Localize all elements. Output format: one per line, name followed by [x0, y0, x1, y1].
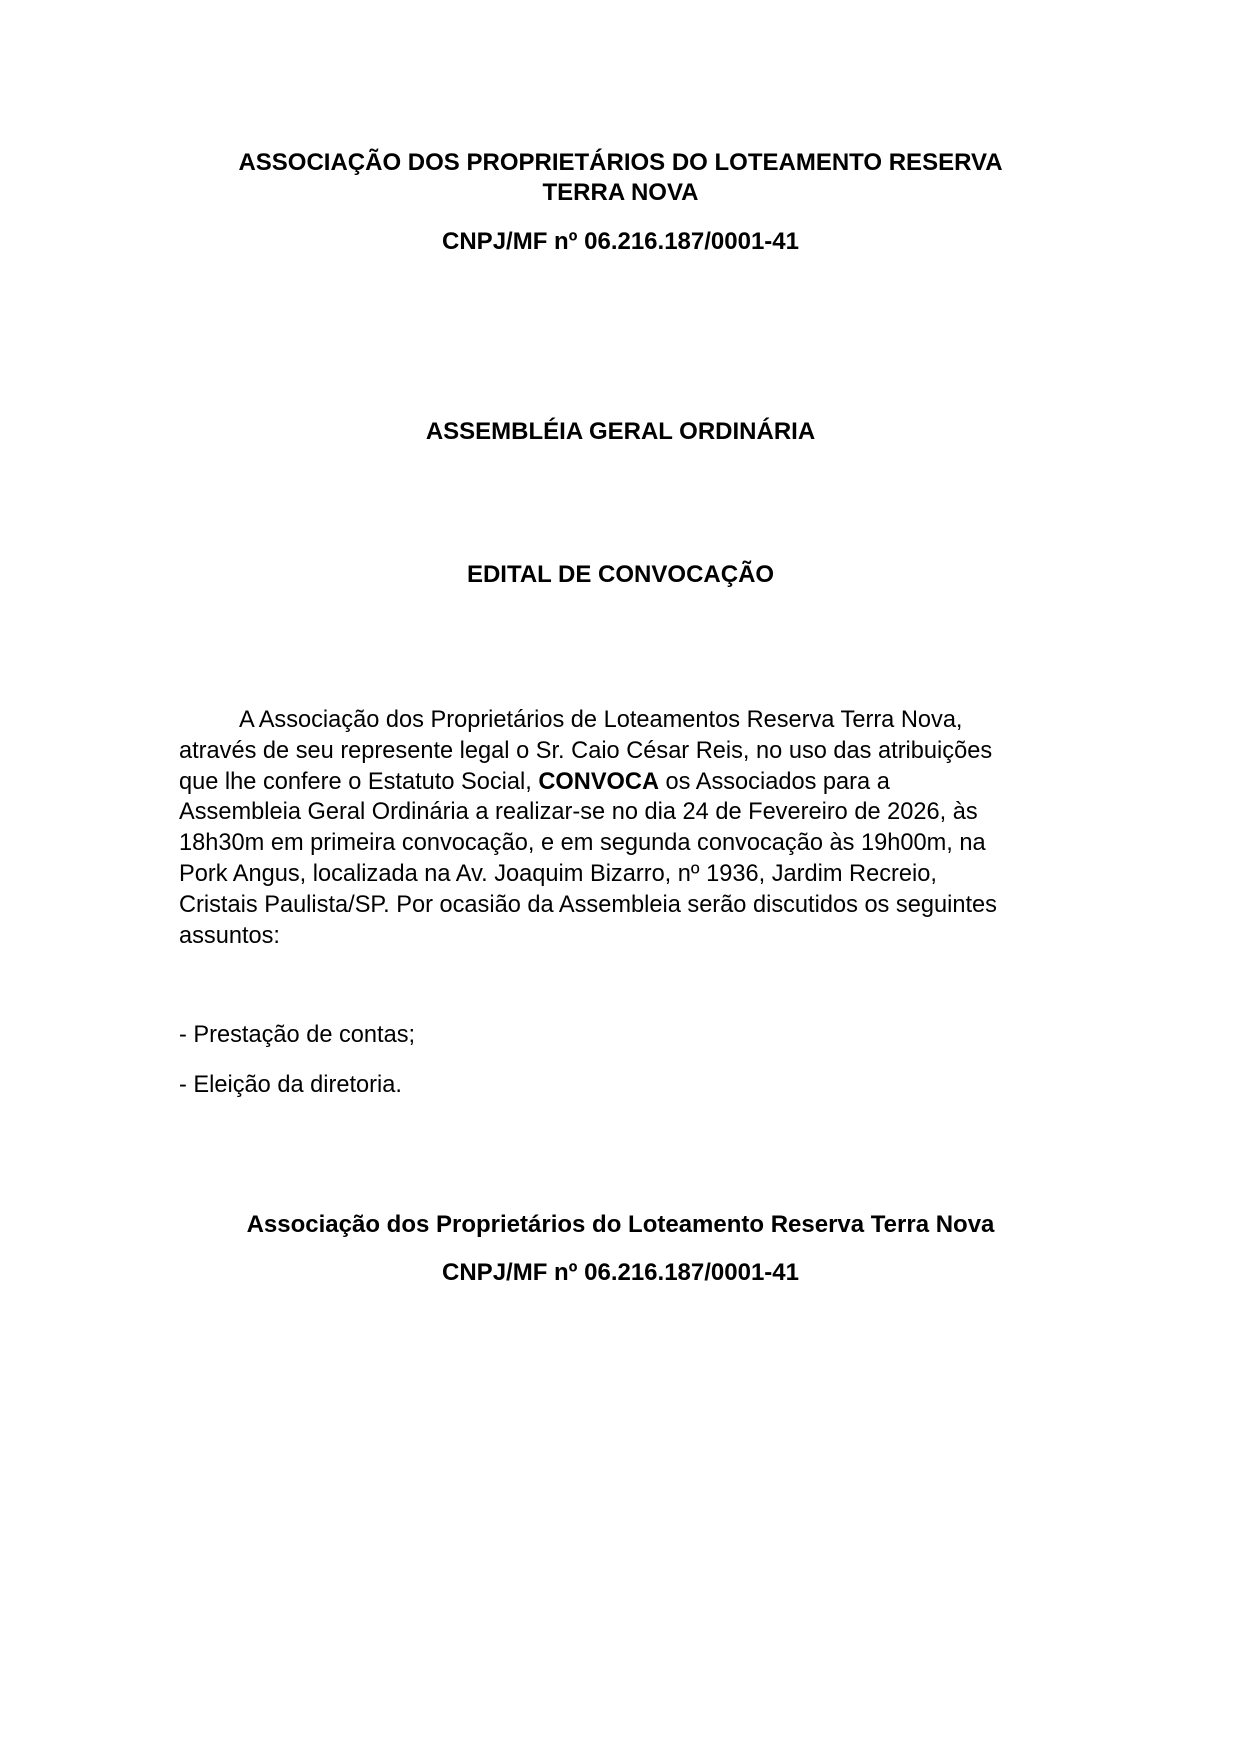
paragraph-line-start: que lhe confere o Estatuto Social,	[179, 768, 539, 795]
paragraph-line: Pork Angus, localizada na Av. Joaquim Bizarro, nº 1936, Jardim Recreio,	[179, 860, 937, 887]
convocation-paragraph	[179, 705, 1059, 951]
association-title-line-1: ASSOCIAÇÃO DOS PROPRIETÁRIOS DO LOTEAMENTO RESERVA	[238, 149, 1003, 176]
paragraph-line	[179, 767, 1059, 798]
paragraph-line: Assembleia Geral Ordinária a realizar-se no dia 24 de Fevereiro de 2026, às	[179, 799, 978, 826]
notice-title-heading: EDITAL DE CONVOCAÇÃO	[466, 561, 775, 588]
paragraph-line-end: os Associados para a	[659, 768, 890, 795]
association-title-line-2: TERRA NOVA	[542, 179, 699, 206]
footer-cnpj: CNPJ/MF nº 06.216.187/0001-41	[442, 1259, 799, 1286]
agenda-item: - Eleição da diretoria.	[179, 1072, 402, 1098]
paragraph-line: através de seu represente legal o Sr. Caio César Reis, no uso das atribuições	[179, 737, 993, 764]
paragraph-line: 18h30m em primeira convocação, e em segunda convocação às 19h00m, na	[179, 830, 986, 857]
paragraph-line: assuntos:	[179, 922, 280, 949]
agenda-item: - Prestação de contas;	[179, 1022, 416, 1048]
footer-association-name: Associação dos Proprietários do Loteamento Reserva Terra Nova	[246, 1211, 995, 1238]
paragraph-line: Cristais Paulista/SP. Por ocasião da Assembleia serão discutidos os seguintes	[179, 891, 997, 918]
paragraph-line: A Associação dos Proprietários de Loteamentos Reserva Terra Nova,	[239, 707, 963, 733]
association-title	[0, 148, 1241, 208]
meeting-type-heading: ASSEMBLÉIA GERAL ORDINÁRIA	[425, 418, 816, 445]
convoca-emphasis: CONVOCA	[538, 768, 659, 795]
header-cnpj: CNPJ/MF nº 06.216.187/0001-41	[442, 228, 799, 255]
agenda-list	[179, 1020, 415, 1120]
